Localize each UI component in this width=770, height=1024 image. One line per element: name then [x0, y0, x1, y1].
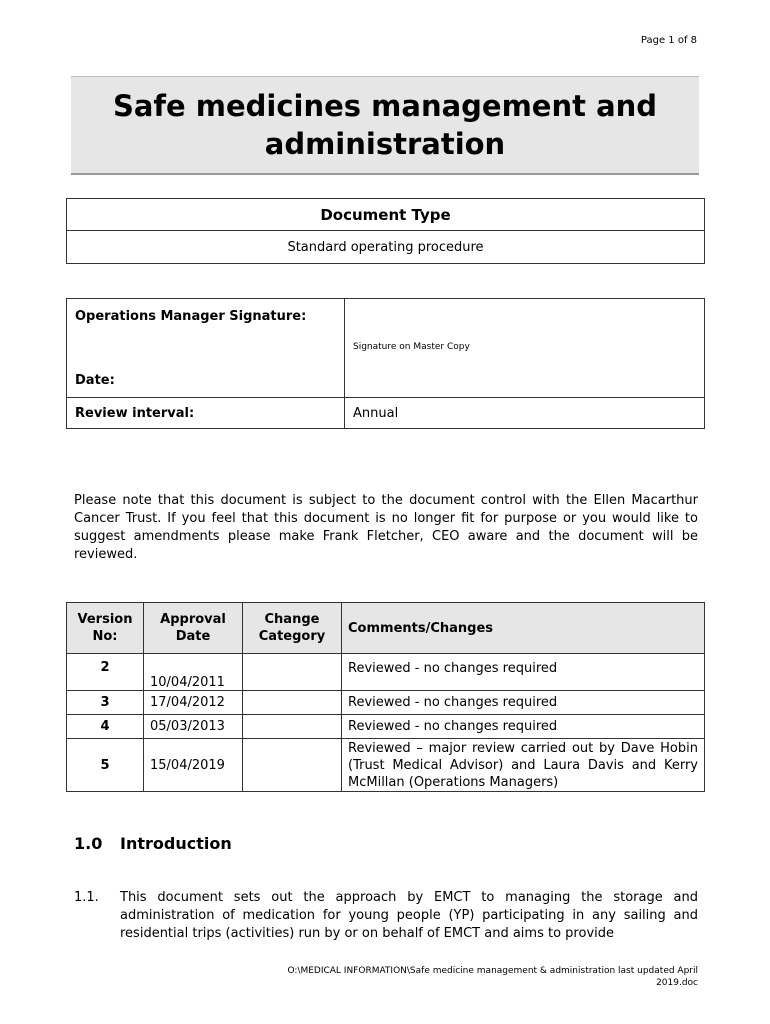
title-banner [71, 76, 699, 175]
category-cell [243, 654, 342, 691]
version-cell: 3 [67, 691, 144, 715]
signature-table [66, 298, 705, 429]
col-version: Version No: [67, 603, 144, 654]
category-cell [243, 691, 342, 715]
signature-note: Signature on Master Copy [353, 342, 470, 352]
review-interval-value: Annual [345, 398, 705, 429]
version-history-table [66, 602, 705, 792]
category-cell [243, 715, 342, 739]
document-title: Safe medicines management and administration [112, 89, 658, 161]
version-cell: 4 [67, 715, 144, 739]
footer-path: O:\MEDICAL INFORMATION\Safe medicine management & administration last updated April 2019.doc [287, 966, 698, 988]
paragraph-text: This document sets out the approach by EMCT to managing the storage and administration of medication for young people (YP) participating in any sailing and residential trips (activities) run by or on behalf of EMCT and aims to provide [120, 890, 698, 941]
date-cell: 10/04/2011 [144, 654, 243, 691]
document-control-note: Please note that this document is subject to the document control with the Ellen Macarthur Cancer Trust. If you feel that this document is no longer fit for purpose or you would like to suggest amendments please make Frank Fletcher, CEO aware and the document will be reviewed. [74, 493, 698, 562]
category-cell [243, 739, 342, 792]
page-number: Page 1 of 8 [640, 35, 697, 46]
document-type-table [66, 198, 705, 264]
date-cell: 05/03/2013 [144, 715, 243, 739]
document-type-value: Standard operating procedure [67, 231, 705, 264]
section-title: Introduction [120, 834, 232, 853]
paragraph-number: 1.1. [74, 890, 99, 905]
signature-note-cell [345, 299, 705, 398]
version-table-header [67, 603, 705, 654]
version-cell: 2 [67, 654, 144, 691]
comments-cell: Reviewed - no changes required [342, 715, 705, 739]
date-label: Date: [75, 373, 115, 388]
date-cell: 17/04/2012 [144, 691, 243, 715]
section-heading [74, 834, 232, 853]
signature-cell [67, 299, 345, 398]
version-cell: 5 [67, 739, 144, 792]
table-row [67, 691, 705, 715]
table-row [67, 715, 705, 739]
review-interval-label: Review interval: [67, 398, 345, 429]
col-approval-date: Approval Date [144, 603, 243, 654]
comments-cell: Reviewed – major review carried out by Dave Hobin (Trust Medical Advisor) and Laura Davis and Kerry McMillan (Operations Managers) [342, 739, 705, 792]
section-number: 1.0 [74, 834, 103, 853]
signature-label: Operations Manager Signature: [75, 309, 307, 324]
col-change-category: Change Category [243, 603, 342, 654]
table-row [67, 739, 705, 792]
document-type-heading: Document Type [67, 199, 705, 231]
paragraph [74, 889, 698, 943]
comments-cell: Reviewed - no changes required [342, 691, 705, 715]
table-row [67, 654, 705, 691]
col-comments: Comments/Changes [342, 603, 705, 654]
comments-cell: Reviewed - no changes required [342, 654, 705, 691]
date-cell: 15/04/2019 [144, 739, 243, 792]
